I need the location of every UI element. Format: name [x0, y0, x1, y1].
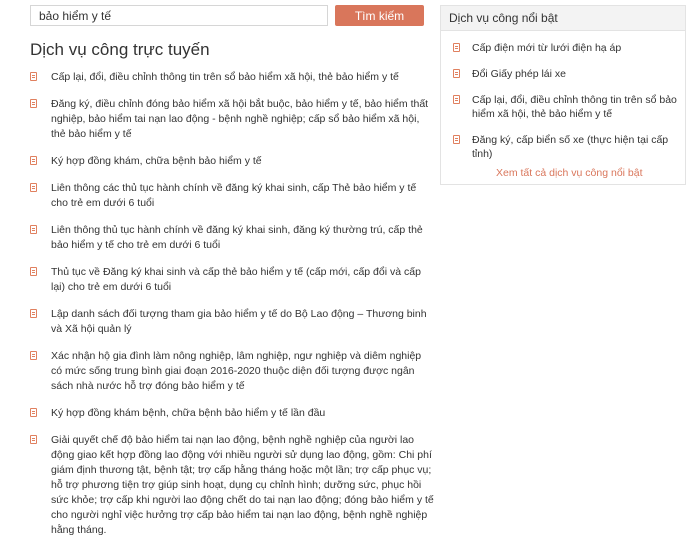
featured-services-title: Dịch vụ công nổi bật: [441, 6, 685, 31]
page-title: Dịch vụ công trực tuyến: [30, 40, 210, 59]
search-button[interactable]: Tìm kiếm: [335, 5, 424, 26]
service-item-text[interactable]: Lập danh sách đối tượng tham gia bảo hiểm y tế do Bộ Lao động – Thương binh và Xã hội quản lý: [51, 308, 427, 335]
featured-service-text[interactable]: Cấp lại, đổi, điều chỉnh thông tin trên sổ bảo hiểm xã hội, thẻ bảo hiểm y tế: [472, 94, 677, 120]
document-icon: [30, 72, 37, 81]
document-icon: [30, 267, 37, 276]
service-item[interactable]: [30, 349, 435, 394]
service-item[interactable]: [30, 223, 435, 253]
document-icon: [30, 99, 37, 108]
document-icon: [30, 435, 37, 444]
see-all-featured-link[interactable]: Xem tất cả dịch vụ công nổi bật: [496, 167, 643, 179]
service-list: [30, 70, 435, 550]
service-item[interactable]: [30, 406, 435, 421]
search-input[interactable]: [30, 5, 328, 26]
document-icon: [30, 351, 37, 360]
service-item-text[interactable]: Cấp lại, đổi, điều chỉnh thông tin trên sổ bảo hiểm xã hội, thẻ bảo hiểm y tế: [51, 71, 399, 83]
featured-service-text[interactable]: Đăng ký, cấp biển số xe (thực hiện tại cấp tỉnh): [472, 134, 669, 160]
document-icon: [30, 156, 37, 165]
service-item-text[interactable]: Thủ tục về Đăng ký khai sinh và cấp thẻ bảo hiểm y tế (cấp mới, cấp đổi và cấp lại) cho trẻ em dưới 6 tuổi: [51, 266, 421, 293]
document-icon: [30, 225, 37, 234]
service-item[interactable]: [30, 307, 435, 337]
service-item-text[interactable]: Ký hợp đồng khám, chữa bệnh bảo hiểm y tế: [51, 155, 262, 167]
document-icon: [453, 69, 460, 78]
featured-service-item[interactable]: [449, 133, 677, 161]
service-item[interactable]: [30, 97, 435, 142]
featured-services-panel: [440, 5, 686, 185]
featured-service-item[interactable]: [449, 41, 677, 55]
document-icon: [453, 43, 460, 52]
service-item-text[interactable]: Giải quyết chế độ bảo hiểm tai nạn lao động, bệnh nghề nghiệp của người lao động giao kết hợp đồng lao động với nhiều người sử dụng lao động, gồm: Chi phí giám định thương tật, bệnh tật; trợ cấp hằng tháng hoặc một lần; trợ cấp phục vụ; hỗ trợ phương tiện trợ giúp sinh hoạt, dụng cụ chỉnh hình; dưỡng sức, phục hồi sức khỏe; trợ cấp khi người lao động chết do tai nạn lao động; đóng bảo hiểm y tế cho người nghỉ việc hưởng trợ cấp bảo hiểm tai nạn lao động, bệnh nghề nghiệp hằng tháng.: [51, 434, 434, 536]
service-item[interactable]: [30, 181, 435, 211]
document-icon: [453, 135, 460, 144]
document-icon: [30, 183, 37, 192]
service-item[interactable]: [30, 265, 435, 295]
document-icon: [30, 309, 37, 318]
featured-service-text[interactable]: Đổi Giấy phép lái xe: [472, 68, 566, 80]
service-item-text[interactable]: Ký hợp đồng khám bệnh, chữa bệnh bảo hiểm y tế lần đầu: [51, 407, 326, 419]
service-item[interactable]: [30, 70, 435, 85]
featured-service-text[interactable]: Cấp điện mới từ lưới điện hạ áp: [472, 42, 622, 54]
featured-service-item[interactable]: [449, 67, 677, 81]
featured-services-list: [441, 31, 685, 161]
service-item-text[interactable]: Liên thông thủ tục hành chính về đăng ký khai sinh, đăng ký thường trú, cấp thẻ bảo hiểm y tế cho trẻ em dưới 6 tuổi: [51, 224, 423, 251]
featured-service-item[interactable]: [449, 93, 677, 121]
service-item[interactable]: [30, 433, 435, 538]
document-icon: [453, 95, 460, 104]
service-item-text[interactable]: Xác nhận hộ gia đình làm nông nghiệp, lâm nghiệp, ngư nghiệp và diêm nghiệp có mức sống trung bình giai đoạn 2016-2020 thuộc diện đối tượng được ngân sách nhà nước hỗ trợ đóng bảo hiểm y tế: [51, 350, 422, 392]
document-icon: [30, 408, 37, 417]
service-item[interactable]: [30, 154, 435, 169]
service-item-text[interactable]: Liên thông các thủ tục hành chính về đăng ký khai sinh, cấp Thẻ bảo hiểm y tế cho trẻ em dưới 6 tuổi: [51, 182, 417, 209]
service-item-text[interactable]: Đăng ký, điều chỉnh đóng bảo hiểm xã hội bắt buộc, bảo hiểm y tế, bảo hiểm thất nghiệp, bảo hiểm tai nạn lao động - bệnh nghề nghiệp; cấp sổ bảo hiểm xã hội, thẻ bảo hiểm y tế: [51, 98, 429, 140]
